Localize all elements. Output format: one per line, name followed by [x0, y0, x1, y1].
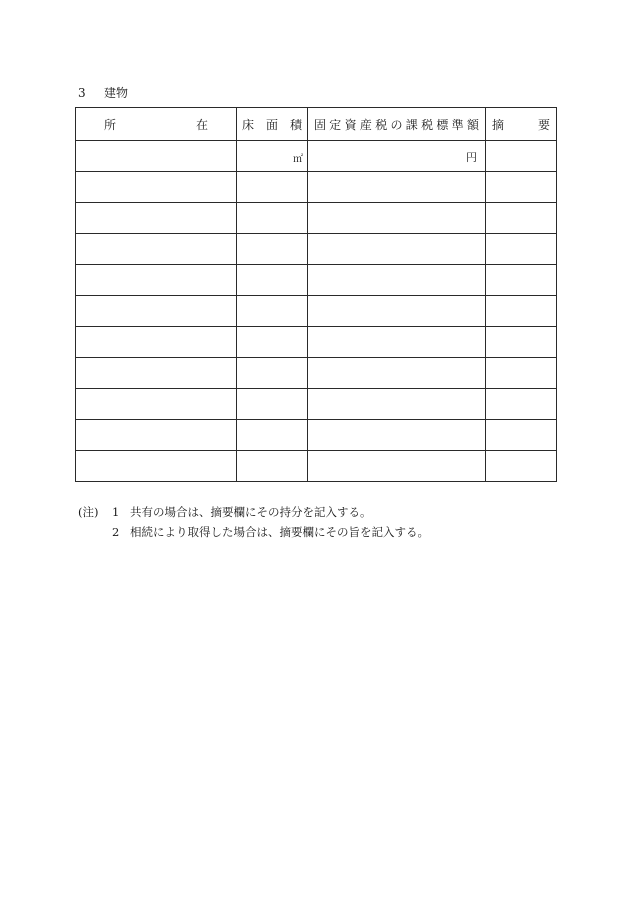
cell-floor-area-input[interactable] [237, 203, 308, 234]
unit-square-meter: ㎡ [293, 154, 303, 165]
cell-floor-area-input[interactable] [237, 234, 308, 265]
header-tax-value-char: 課 [405, 117, 418, 132]
header-floor-area [237, 108, 308, 141]
table-row [76, 203, 557, 234]
cell-tax-value-input[interactable] [308, 265, 486, 296]
header-tax-value-char: 準 [451, 117, 464, 132]
cell-location-input[interactable] [76, 420, 237, 451]
header-location-char: 所 [104, 117, 117, 132]
cell-summary-input[interactable] [486, 141, 557, 172]
header-tax-value-char: 定 [329, 117, 342, 132]
cell-summary-input[interactable] [486, 234, 557, 265]
cell-location-input[interactable] [76, 296, 237, 327]
note-text: 共有の場合は、摘要欄にその持分を記入する。 [130, 505, 372, 519]
section-heading [78, 84, 128, 101]
note-text: 相続により取得した場合は、摘要欄にその旨を記入する。 [130, 525, 429, 539]
cell-tax-value-input[interactable] [308, 296, 486, 327]
note-line-1 [78, 502, 429, 522]
table-row [76, 265, 557, 296]
cell-location-input[interactable] [76, 234, 237, 265]
cell-floor-area-input[interactable] [237, 389, 308, 420]
header-summary-char: 要 [537, 117, 550, 132]
table-row [76, 451, 557, 482]
table-body [76, 141, 557, 482]
table-row-units [76, 141, 557, 172]
header-tax-value-char: 額 [466, 117, 479, 132]
cell-floor-area-input[interactable] [237, 327, 308, 358]
cell-location-input[interactable] [76, 172, 237, 203]
building-table [75, 107, 557, 482]
table-row [76, 296, 557, 327]
header-tax-value-char: 標 [436, 117, 449, 132]
cell-location-input[interactable] [76, 203, 237, 234]
table-row [76, 358, 557, 389]
cell-summary-input[interactable] [486, 203, 557, 234]
header-location [76, 108, 237, 141]
header-tax-value-char: 固 [314, 117, 327, 132]
cell-tax-value-input[interactable] [308, 420, 486, 451]
note-line-2 [78, 522, 429, 542]
cell-tax-value-input[interactable] [308, 358, 486, 389]
section-title: 建物 [104, 86, 129, 100]
cell-location-input[interactable] [76, 389, 237, 420]
table-row [76, 234, 557, 265]
header-floor-area-char: 積 [289, 117, 302, 132]
cell-summary-input[interactable] [486, 420, 557, 451]
header-tax-value-char: 産 [359, 117, 372, 132]
note-number: 1 [112, 505, 120, 519]
note-prefix-spacer [78, 522, 112, 542]
table-row [76, 389, 557, 420]
cell-floor-area-input[interactable] [237, 358, 308, 389]
header-tax-value-char: 税 [375, 117, 388, 132]
cell-tax-value-input[interactable] [308, 389, 486, 420]
table-row [76, 172, 557, 203]
cell-location-input[interactable] [76, 141, 237, 172]
cell-summary-input[interactable] [486, 451, 557, 482]
cell-floor-area-input[interactable] [237, 420, 308, 451]
cell-tax-value-input[interactable] [308, 327, 486, 358]
notes [78, 502, 429, 542]
cell-summary-input[interactable] [486, 327, 557, 358]
cell-location-input[interactable] [76, 358, 237, 389]
header-summary [486, 108, 557, 141]
cell-location-input[interactable] [76, 327, 237, 358]
header-floor-area-char: 床 [242, 117, 255, 132]
note-number: 2 [112, 525, 120, 539]
cell-tax-value-input[interactable] [308, 203, 486, 234]
header-floor-area-char: 面 [265, 117, 278, 132]
cell-location-input[interactable] [76, 451, 237, 482]
cell-floor-area-input[interactable] [237, 141, 308, 172]
table-row [76, 420, 557, 451]
header-tax-value [308, 108, 486, 141]
cell-tax-value-input[interactable] [308, 172, 486, 203]
cell-summary-input[interactable] [486, 389, 557, 420]
cell-floor-area-input[interactable] [237, 265, 308, 296]
cell-summary-input[interactable] [486, 265, 557, 296]
header-row [76, 108, 557, 141]
cell-location-input[interactable] [76, 265, 237, 296]
cell-floor-area-input[interactable] [237, 172, 308, 203]
cell-floor-area-input[interactable] [237, 296, 308, 327]
cell-summary-input[interactable] [486, 296, 557, 327]
header-summary-char: 摘 [492, 117, 505, 132]
note-prefix: (注) [78, 505, 99, 519]
section-number: 3 [78, 86, 86, 100]
cell-summary-input[interactable] [486, 358, 557, 389]
cell-tax-value-input[interactable] [308, 141, 486, 172]
header-tax-value-char: 資 [344, 117, 357, 132]
header-location-char: 在 [195, 117, 208, 132]
cell-tax-value-input[interactable] [308, 451, 486, 482]
cell-floor-area-input[interactable] [237, 451, 308, 482]
header-tax-value-char: 税 [421, 117, 434, 132]
cell-tax-value-input[interactable] [308, 234, 486, 265]
unit-yen: 円 [466, 151, 477, 164]
table-row [76, 327, 557, 358]
header-tax-value-char: の [390, 117, 403, 132]
cell-summary-input[interactable] [486, 172, 557, 203]
